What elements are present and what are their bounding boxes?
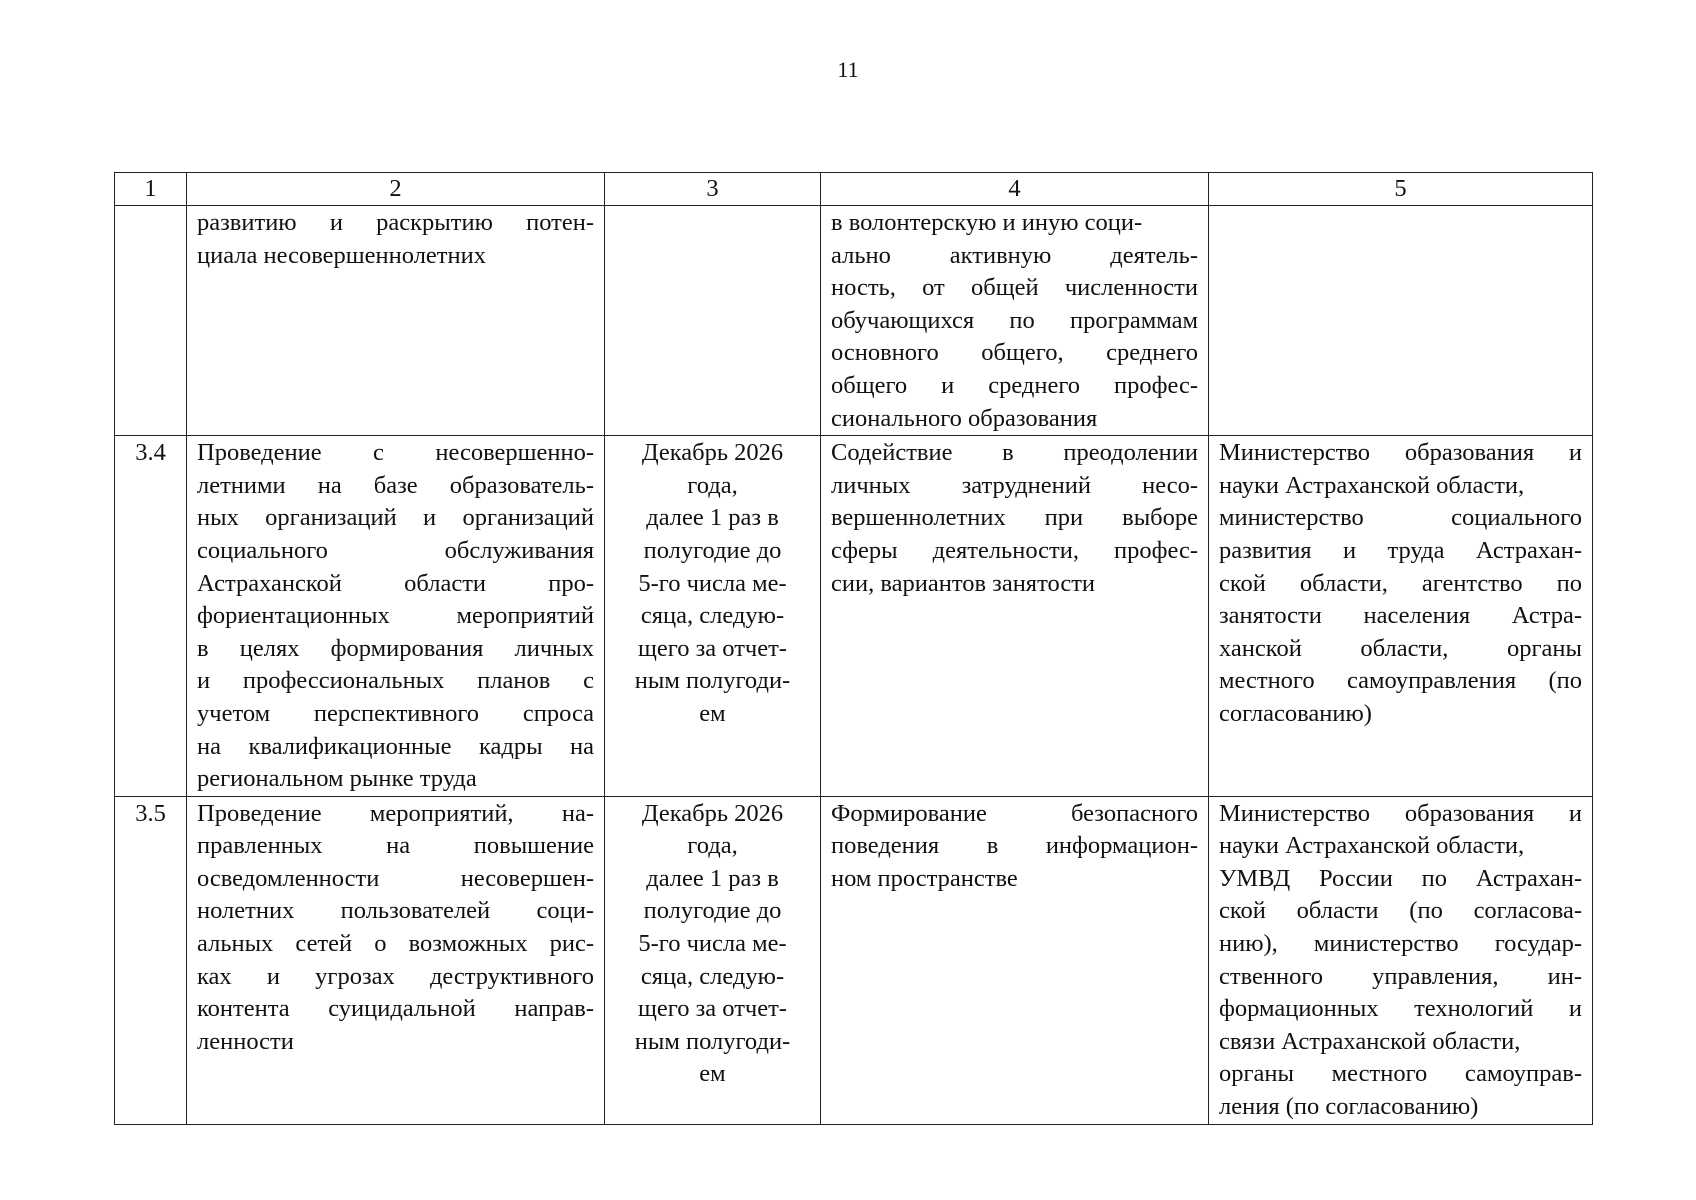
- column-header-2: 2: [187, 173, 605, 206]
- cell-text-line: осведомленности несовершен-: [197, 864, 594, 892]
- page-number: 11: [837, 57, 859, 82]
- cell-text-line: ем: [699, 699, 726, 727]
- cell-text-line: года,: [687, 471, 738, 499]
- cell-text-line: Министерство образования и: [1219, 799, 1582, 827]
- expected-result-cell: [821, 436, 1209, 797]
- deadline-cell: [605, 436, 821, 797]
- event-cell: [187, 796, 605, 1124]
- expected-result-cell: [821, 796, 1209, 1124]
- cell-text-line: поведения в информацион-: [831, 832, 1198, 860]
- cell-text-line: науки Астраханской области,: [1219, 832, 1525, 860]
- cell-text-line: циала несовершеннолетних: [197, 241, 486, 269]
- cell-text-line: щего за отчет-: [638, 995, 787, 1023]
- cell-text-line: альных сетей о возможных рис-: [197, 930, 594, 958]
- expected-result-cell: [821, 206, 1209, 436]
- cell-text-line: ления (по согласованию): [1219, 1093, 1479, 1121]
- cell-text-line: местного самоуправления (по: [1219, 667, 1582, 695]
- cell-text-line: Проведение с несовершенно-: [197, 439, 594, 467]
- cell-text-line: ным полугоди-: [634, 1027, 791, 1055]
- cell-text-line: ем: [699, 1060, 726, 1088]
- responsible-cell: [1209, 796, 1593, 1124]
- cell-text-line: ально активную деятель-: [831, 241, 1198, 269]
- column-header-1: 1: [115, 173, 187, 206]
- cell-text-line: УМВД России по Астрахан-: [1219, 864, 1582, 892]
- column-header-4: 4: [821, 173, 1209, 206]
- cell-text-line: Проведение мероприятий, на-: [197, 799, 594, 827]
- cell-text-line: развития и труда Астрахан-: [1219, 536, 1582, 564]
- cell-text-line: ном пространстве: [831, 864, 1018, 892]
- cell-text-line: министерство социального: [1219, 504, 1582, 532]
- cell-text-line: летними на базе образователь-: [197, 471, 594, 499]
- cell-text-line: правленных на повышение: [197, 832, 594, 860]
- cell-text-line: 5-го числа ме-: [638, 569, 787, 597]
- cell-text-line: связи Астраханской области,: [1219, 1027, 1521, 1055]
- cell-text-line: ным полугоди-: [634, 667, 791, 695]
- cell-text-line: вершеннолетних при выборе: [831, 504, 1198, 532]
- event-cell: [187, 436, 605, 797]
- cell-text-line: фориентационных мероприятий: [197, 602, 594, 630]
- item-number-cell: [115, 206, 187, 436]
- cell-text-line: ской области (по согласова-: [1219, 897, 1582, 925]
- responsible-cell: [1209, 436, 1593, 797]
- column-number-row: [115, 173, 1593, 206]
- table-row: [115, 206, 1593, 436]
- item-number-cell: 3.5: [115, 796, 187, 1124]
- responsible-cell: [1209, 206, 1593, 436]
- cell-text-line: сии, вариантов занятости: [831, 569, 1096, 597]
- cell-text-line: сионального образования: [831, 404, 1098, 432]
- cell-text-line: ках и угрозах деструктивного: [197, 962, 594, 990]
- cell-text-line: полугодие до: [643, 897, 782, 925]
- deadline-cell: [605, 796, 821, 1124]
- cell-text-line: формационных технологий и: [1219, 995, 1582, 1023]
- cell-text-line: нию), министерство государ-: [1219, 930, 1582, 958]
- cell-text-line: Содействие в преодолении: [831, 439, 1198, 467]
- cell-text-line: ханской области, органы: [1219, 634, 1582, 662]
- cell-text-line: Декабрь 2026: [641, 439, 784, 467]
- cell-text-line: ных организаций и организаций: [197, 504, 594, 532]
- cell-text-line: 5-го числа ме-: [638, 930, 787, 958]
- cell-text-line: и профессиональных планов с: [197, 667, 594, 695]
- cell-text-line: полугодие до: [643, 536, 782, 564]
- column-header-5: 5: [1209, 173, 1593, 206]
- cell-text-line: развитию и раскрытию потен-: [197, 209, 594, 236]
- cell-text-line: обучающихся по программам: [831, 306, 1198, 334]
- cell-text-line: на квалификационные кадры на: [197, 732, 594, 760]
- cell-text-line: ность, от общей численности: [831, 274, 1198, 302]
- cell-text-line: Декабрь 2026: [641, 799, 784, 827]
- cell-text-line: ленности: [197, 1027, 294, 1055]
- cell-text-line: органы местного самоуправ-: [1219, 1060, 1582, 1088]
- cell-text-line: сферы деятельности, профес-: [831, 536, 1198, 564]
- cell-text-line: года,: [687, 832, 738, 860]
- column-header-3: 3: [605, 173, 821, 206]
- cell-text-line: ственного управления, ин-: [1219, 962, 1582, 990]
- cell-text-line: Формирование безопасного: [831, 799, 1198, 827]
- cell-text-line: ской области, агентство по: [1219, 569, 1582, 597]
- cell-text-line: учетом перспективного спроса: [197, 699, 594, 727]
- cell-text-line: Министерство образования и: [1219, 439, 1582, 467]
- cell-text-line: социального обслуживания: [197, 536, 594, 564]
- deadline-cell: [605, 206, 821, 436]
- cell-text-line: щего за отчет-: [638, 634, 787, 662]
- cell-text-line: личных затруднений несо-: [831, 471, 1198, 499]
- table-body: [115, 206, 1593, 1125]
- action-plan-table: [114, 172, 1593, 1125]
- cell-text-line: далее 1 раз в: [646, 864, 779, 892]
- cell-text-line: далее 1 раз в: [646, 504, 779, 532]
- cell-text-line: сяца, следую-: [640, 602, 785, 630]
- cell-text-line: в целях формирования личных: [197, 634, 594, 662]
- cell-text-line: общего и среднего профес-: [831, 371, 1198, 399]
- table-row: [115, 796, 1593, 1124]
- cell-text-line: контента суицидальной направ-: [197, 995, 594, 1023]
- table-row: [115, 436, 1593, 797]
- cell-text-line: науки Астраханской области,: [1219, 471, 1525, 499]
- cell-text-line: основного общего, среднего: [831, 339, 1198, 367]
- item-number-cell: 3.4: [115, 436, 187, 797]
- event-cell: [187, 206, 605, 436]
- cell-text-line: региональном рынке труда: [197, 765, 477, 793]
- cell-text-line: нолетних пользователей соци-: [197, 897, 594, 925]
- cell-text-line: Астраханской области про-: [197, 569, 594, 597]
- cell-text-line: занятости населения Астра-: [1219, 602, 1582, 630]
- cell-text-line: в волонтерскую и иную соци-: [831, 209, 1143, 236]
- cell-text-line: сяца, следую-: [640, 962, 785, 990]
- cell-text-line: согласованию): [1219, 699, 1372, 727]
